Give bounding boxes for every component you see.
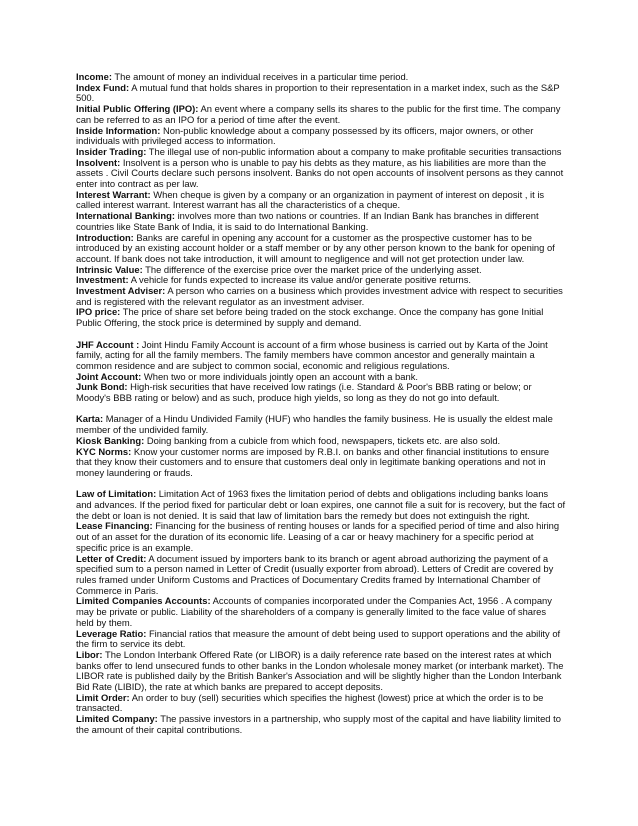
glossary-entry — [76, 447, 566, 479]
glossary-term: Income: — [76, 71, 112, 82]
glossary-definition: Financial ratios that measure the amount of debt being used to support operations and the ability of the firm to service its debt. — [76, 627, 561, 650]
glossary-term: IPO price: — [76, 306, 121, 318]
glossary-definition: Limitation Act of 1963 fixes the limitation period of debts and obligations including banks loans and advances. If the period fixed for particular debt or loan expires, one cannot file a suit for is recovery, but the fact of the debt or loan is not denied. It is said that law of limitation bars the remedy but does not extinguish the right. — [76, 488, 566, 521]
glossary-term: Karta: — [76, 413, 104, 425]
glossary-term: Limited Company: — [76, 713, 158, 725]
glossary-term: Libor: — [76, 648, 103, 660]
glossary-definition: High-risk securities that have received low ratings (i.e. Standard & Poor's BBB rating or below; or Moody's BBB rating or below) and as such, produce high yields, so long as they do not go into default. — [76, 381, 532, 404]
glossary-term: Investment Adviser: — [76, 285, 166, 297]
glossary-entry — [76, 596, 566, 628]
glossary-entry — [76, 211, 566, 232]
glossary-definition: Financing for the business of renting houses or lands for a specified period of time and also hiring out of an asset for the duration of its economic life. Leasing of a car or heavy machinery for a specific period at specific price is an example. — [76, 520, 560, 553]
glossary-term: Limit Order: — [76, 691, 130, 703]
glossary-entry — [76, 521, 566, 553]
glossary-definition: Joint Hindu Family Account is account of a firm whose business is carried out by Karta of the Joint family, acting for all the family members. The family members have common ancestor and generally maintain a common residence and are subject to common social, economic and religious regulations. — [76, 338, 548, 371]
glossary-definition: Banks are careful in opening any account for a customer as the prospective customer has to be introduced by an existing account holder or a staff member or by any other person known to the bank for opening of account. If bank does not take introduction, it will amount to negligence and will not get protection under law. — [76, 231, 555, 264]
glossary-entry — [76, 693, 566, 714]
glossary-definition: A mutual fund that holds shares in proportion to their representation in a market index, such as the S&P 500. — [76, 81, 560, 104]
glossary-term: Junk Bond: — [76, 381, 128, 393]
glossary-term: Interest Warrant: — [76, 188, 151, 200]
glossary-definition: A person who carries on a business which provides investment advice with respect to securities and is registered with the relevant regulator as an investment adviser. — [76, 285, 563, 307]
glossary-entry — [76, 382, 566, 403]
glossary-term: Letter of Credit: — [76, 552, 147, 564]
glossary-definition: The passive investors in a partnership, who supply most of the capital and have liability limited to the amount of their capital contributions. — [76, 713, 561, 735]
glossary-definition: The London Interbank Offered Rate (or LIBOR) is a daily reference rate based on the interest rates at which banks offer to lend unsecured funds to other banks in the London wholesale money market (or interbank market). The LIBOR rate is published daily by the British Banker's Association and will be slightly higher than the London Interbank Bid Rate (LIBID), the rate at which banks are prepared to accept deposits. — [76, 648, 564, 693]
glossary-section — [76, 72, 566, 329]
glossary-entry — [76, 489, 566, 521]
glossary-term: Inside Information: — [76, 124, 161, 136]
glossary-entry — [76, 104, 566, 125]
glossary-section — [76, 489, 566, 735]
glossary-term: Intrinsic Value: — [76, 263, 143, 275]
glossary-entry — [76, 83, 566, 104]
glossary-term: JHF Account : — [76, 338, 140, 350]
glossary-term: Index Fund: — [76, 81, 130, 93]
glossary-section — [76, 340, 566, 404]
glossary-term: Initial Public Offering (IPO): — [76, 103, 199, 115]
glossary-term: Introduction: — [76, 231, 134, 243]
glossary-term: Insider Trading: — [76, 145, 147, 157]
glossary-term: Kiosk Banking: — [76, 434, 145, 446]
glossary-definition: A vehicle for funds expected to increase its value and/or generate positive returns. — [128, 274, 472, 286]
glossary-definition: The price of share set before being traded on the stock exchange. Once the company has gone Initial Public Offering, the stock price is determined by supply and demand. — [76, 306, 544, 329]
glossary-definition: Accounts of companies incorporated under the Companies Act, 1956 . A company may be private or public. Liability of the shareholders of a company is generally limited to the face value of shares held by them. — [76, 595, 552, 628]
glossary-definition: An event where a company sells its shares to the public for the first time. The company can be referred to as an IPO for a period of time after the event. — [76, 103, 561, 125]
glossary-entry — [76, 629, 566, 650]
glossary-entry — [76, 650, 566, 693]
glossary-term: Joint Account: — [76, 370, 142, 382]
glossary-definition: involves more than two nations or countries. If an Indian Bank has branches in different countries like State Bank of India, it is said to do International Banking. — [76, 210, 539, 232]
glossary-entry — [76, 307, 566, 328]
glossary-definition: Manager of a Hindu Undivided Family (HUF) who handles the family business. He is usually the eldest male member of the undivided family. — [76, 413, 553, 436]
glossary-term: KYC Norms: — [76, 445, 132, 457]
glossary-definition: The amount of money an individual receives in a particular time period. — [111, 71, 409, 82]
glossary-definition: When cheque is given by a company or an organization in payment of interest on deposit , it is called interest warrant. Interest warrant has all the characteristics of a cheque. — [76, 188, 545, 211]
glossary-term: Leverage Ratio: — [76, 627, 147, 639]
glossary-term: Limited Companies Accounts: — [76, 595, 211, 607]
glossary-section — [76, 414, 566, 478]
glossary-entry — [76, 233, 566, 265]
glossary-definition: Know your customer norms are imposed by R.B.I. on banks and other financial institutions to ensure that they know their customers and to ensure that customers deal only in legitimate banking operations and not in money laundering or frauds. — [76, 445, 550, 478]
glossary-entry — [76, 286, 566, 307]
glossary-definition: The difference of the exercise price over the market price of the underlying asset. — [142, 263, 482, 275]
glossary-entry — [76, 714, 566, 735]
glossary-entry — [76, 414, 566, 435]
glossary-term: Law of Limitation: — [76, 488, 157, 500]
glossary-definition: A document issued by importers bank to its branch or agent abroad authorizing the payment of a specified sum to a person named in Letter of Credit (usually exporter from abroad). Letters of Credit are covered by rules framed under Uniform Customs and Practices of Documentary Credits framed by International Chamber of Commerce in Paris. — [76, 552, 554, 596]
glossary-definition: The illegal use of non-public information about a company to make profitable securities transactions — [146, 145, 562, 157]
glossary-definition: An order to buy (sell) securities which specifies the highest (lowest) price at which the order is to be transacted. — [76, 691, 544, 714]
glossary-definition: Non-public knowledge about a company possessed by its officers, major owners, or other individuals with privileged access to information. — [76, 124, 534, 147]
glossary-term: Insolvent: — [76, 156, 121, 168]
glossary-term: International Banking: — [76, 210, 175, 222]
glossary-page — [76, 72, 566, 736]
glossary-entry — [76, 340, 566, 372]
glossary-entry — [76, 126, 566, 147]
glossary-entry — [76, 190, 566, 211]
glossary-entry — [76, 158, 566, 190]
glossary-term: Investment: — [76, 274, 129, 286]
glossary-definition: Doing banking from a cubicle from which food, newspapers, tickets etc. are also sold. — [144, 434, 501, 446]
glossary-entry — [76, 554, 566, 597]
glossary-term: Lease Financing: — [76, 520, 153, 532]
glossary-definition: When two or more individuals jointly open an account with a bank. — [141, 370, 418, 382]
glossary-definition: Insolvent is a person who is unable to pay his debts as they mature, as his liabilities are more than the assets . Civil Courts declare such persons insolvent. Banks do not open accounts of insolvent persons as they cannot enter into contract as per law. — [76, 156, 564, 190]
